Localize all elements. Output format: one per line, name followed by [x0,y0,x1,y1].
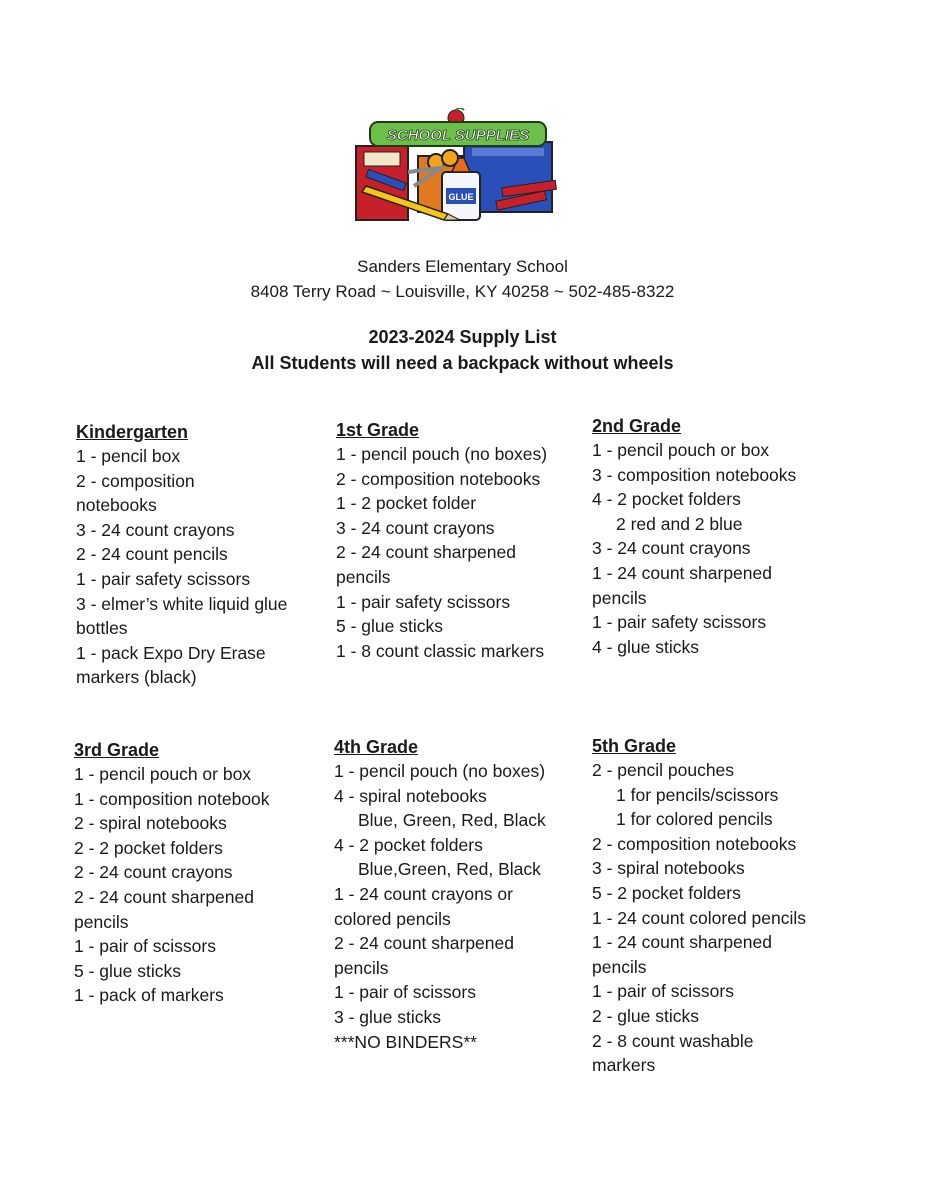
list-item: 1 - pair safety scissors [76,568,251,589]
list-item: 3 - 24 count crayons [592,538,751,559]
list-item: 4 - 2 pocket folders [334,834,483,855]
list-item: 1 - pencil pouch or box [74,764,252,784]
page-subtitle: All Students will need a backpack without wheels [251,353,674,373]
list-item: 1 - pack of markers [74,985,224,1006]
school-address: 8408 Terry Road ~ Louisville, KY 40258 ~ 502-485-8322 [250,282,675,301]
list-item: pencils [74,911,129,932]
list-item: 1 - pencil pouch (no boxes) [334,761,546,781]
list-item: bottles [76,618,128,639]
list-item: 1 - 2 pocket folder [336,493,477,514]
list-item: 1 - 8 count classic markers [336,640,545,661]
list-item: 4 - spiral notebooks [334,785,487,806]
list-item: 1 - pencil pouch or box [592,440,770,460]
list-item: 2 - 8 count washable [592,1030,754,1051]
list-item: Blue, Green, Red, Black [358,810,546,831]
list-item: colored pencils [334,908,451,929]
list-item: 3 - composition notebooks [592,464,797,485]
list-item: 1 - 24 count crayons or [334,883,513,904]
list-item: 1 - pack Expo Dry Erase [76,642,266,663]
list-item: markers (black) [76,667,197,688]
grade-heading: Kindergarten [76,422,189,442]
school-info [0,254,925,304]
list-item: 1 - pair safety scissors [592,612,767,633]
list-item: 1 - pencil box [76,446,181,466]
list-item: 1 - 24 count sharpened [592,932,772,953]
list-item: 2 - spiral notebooks [74,813,227,834]
grade-section-3rd [74,738,270,1008]
list-item: 2 - 2 pocket folders [74,837,223,858]
grade-section-kindergarten [76,420,287,690]
list-item: pencils [592,956,647,977]
grade-section-4th [334,735,546,1054]
grade-section-1st [336,418,547,663]
list-item: notebooks [76,495,157,516]
list-item: pencils [336,566,391,587]
list-item: 1 for colored pencils [616,809,773,830]
grade-heading: 3rd Grade [74,740,160,760]
page-title: 2023-2024 Supply List [368,327,557,347]
grade-section-2nd [592,414,796,659]
list-item: 2 - pencil pouches [592,760,735,780]
list-item: 3 - elmer’s white liquid glue [76,593,288,614]
grade-heading: 4th Grade [334,737,419,757]
list-item: 1 - 24 count colored pencils [592,907,807,928]
list-item: 1 - pair safety scissors [336,591,511,612]
list-item: 2 - 24 count sharpened [334,933,514,954]
list-item: 1 - 24 count sharpened [592,562,772,583]
list-item: Blue,Green, Red, Black [358,859,541,880]
list-item: 1 for pencils/scissors [616,784,779,805]
grade-section-5th [592,734,806,1078]
list-item: 4 - glue sticks [592,636,699,657]
grade-heading: 2nd Grade [592,416,682,436]
list-item: ***NO BINDERS** [334,1031,477,1052]
list-item: 2 - glue sticks [592,1005,699,1026]
list-item: 1 - pencil pouch (no boxes) [336,444,548,464]
list-item: 4 - 2 pocket folders [592,489,741,510]
list-item: 2 - 24 count sharpened [74,886,254,907]
school-name: Sanders Elementary School [357,257,568,276]
list-item: 1 - pair of scissors [334,982,476,1003]
list-item: 2 - 24 count sharpened [336,542,516,563]
grade-heading: 1st Grade [336,420,420,440]
list-item: 1 - pair of scissors [592,981,734,1002]
list-item: 5 - 2 pocket folders [592,882,741,903]
list-item: 2 - composition notebooks [592,833,797,854]
list-item: 3 - spiral notebooks [592,858,745,879]
list-item: pencils [592,587,647,608]
list-item: 2 - composition [76,470,195,491]
list-item: 2 red and 2 blue [616,513,743,534]
list-item: 5 - glue sticks [74,960,181,981]
list-item: 1 - composition notebook [74,788,270,809]
list-item: 3 - 24 count crayons [76,519,235,540]
grade-heading: 5th Grade [592,736,677,756]
list-item: 3 - glue sticks [334,1006,441,1027]
list-item: 3 - 24 count crayons [336,517,495,538]
list-item: 5 - glue sticks [336,616,443,637]
list-item: pencils [334,957,389,978]
list-item: markers [592,1055,656,1076]
list-item: 1 - pair of scissors [74,936,216,957]
svg-text:GLUE: GLUE [448,192,474,202]
list-item: 2 - composition notebooks [336,468,541,489]
list-item: 2 - 24 count pencils [76,544,228,565]
school-supplies-logo [352,108,562,226]
logo-text: SCHOOL SUPPLIES [386,127,530,144]
list-item: 2 - 24 count crayons [74,862,233,883]
page-heading [0,324,925,376]
